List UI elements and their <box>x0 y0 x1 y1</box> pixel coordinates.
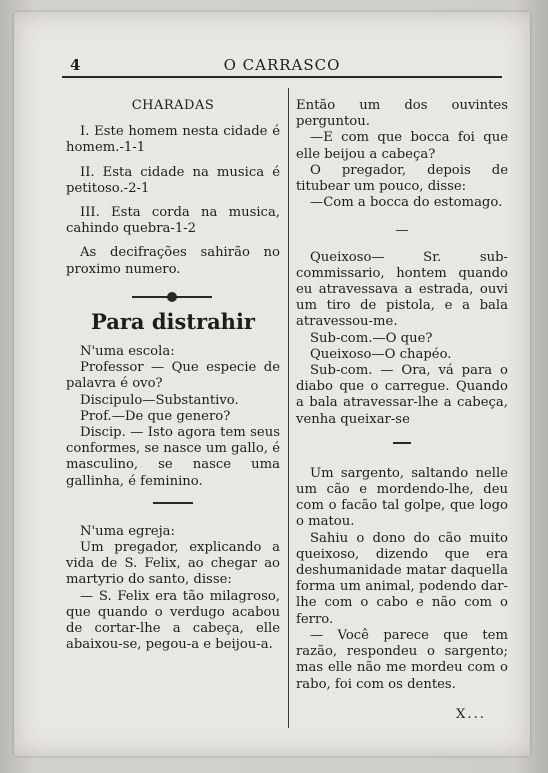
charadas-title: CHARADAS <box>131 98 215 113</box>
queixoso-line-4: Sub-com. — Ora, vá para o diabo que o carregue. Quando a bala atravessar-lhe a cabeça, venha queixar-se <box>296 363 508 427</box>
charada-1: I. Este homem nesta cidade é homem.-1-1 <box>66 124 280 156</box>
newspaper-page <box>14 12 530 756</box>
column-divider <box>288 88 289 728</box>
sargento-line-1: Um sargento, saltando nelle um cão e mordendo-lhe, deu com o facão tal golpe, que logo o matou. <box>296 465 508 530</box>
dash-divider: — <box>395 223 409 239</box>
escola-line-4: Discip. — Isto agora tem seus conformes, se nasce um gallo, é masculino, se nasce uma gallinha, é feminino. <box>66 425 280 489</box>
egreja-cont-3: O pregador, depois de titubear um pouco, disse: <box>296 162 508 195</box>
queixoso-line-2: Sub-com.—O que? <box>310 330 433 346</box>
left-column <box>66 98 280 653</box>
egreja-line-2: — S. Felix era tão milagroso, que quando o verdugo acabou de cortar-lhe a cabeça, elle abaixou-se, pegou-a e beijou-a. <box>66 588 280 653</box>
page-header <box>62 46 502 78</box>
egreja-cont-1: Então um dos ouvintes perguntou. <box>296 98 508 130</box>
charada-3: III. Esta corda na musica, cahindo quebra-1-2 <box>66 205 280 237</box>
short-divider <box>153 502 193 504</box>
escola-line-2: Discipulo—Substantivo. <box>80 392 239 408</box>
escola-heading: N'uma escola: <box>80 344 175 360</box>
queixoso-line-1: Queixoso— Sr. sub-commissario, hontem quando eu atravessava a estrada, ouvi um tiro de pistola, e a bala atravessou-me. <box>296 249 508 330</box>
signature: X... <box>456 706 486 722</box>
page-number: 4 <box>70 56 81 74</box>
escola-line-3: Prof.—De que genero? <box>80 408 231 424</box>
right-column <box>296 98 508 723</box>
charadas-note: As decifrações sahirão no proximo numero. <box>66 245 280 277</box>
egreja-cont-2: —E com que bocca foi que elle beijou a cabeça? <box>296 130 508 162</box>
journal-name: O CARRASCO <box>223 56 341 74</box>
escola-line-1: Professor — Que especie de palavra é ovo? <box>66 360 280 392</box>
section-title: Para distrahir <box>91 308 255 334</box>
egreja-line-1: Um pregador, explicando a vida de S. Felix, ao chegar ao martyrio do santo, disse: <box>66 540 280 588</box>
sargento-line-3: — Você parece que tem razão, respondeu o sargento; mas elle não me mordeu com o rabo, foi com os dentes. <box>296 627 508 692</box>
sargento-line-2: Sahiu o dono do cão muito queixoso, dizendo que era deshumanidade matar daquella forma um animal, podendo dar-lhe com o cabo e não com o ferro. <box>296 530 508 627</box>
ornament-divider <box>66 288 280 306</box>
egreja-heading: N'uma egreja: <box>80 523 175 539</box>
charada-2: II. Esta cidade na musica é petitoso.-2-1 <box>66 164 280 196</box>
short-divider <box>393 442 411 444</box>
egreja-cont-4: —Com a bocca do estomago. <box>310 195 503 211</box>
queixoso-line-3: Queixoso—O chapéo. <box>310 346 452 362</box>
